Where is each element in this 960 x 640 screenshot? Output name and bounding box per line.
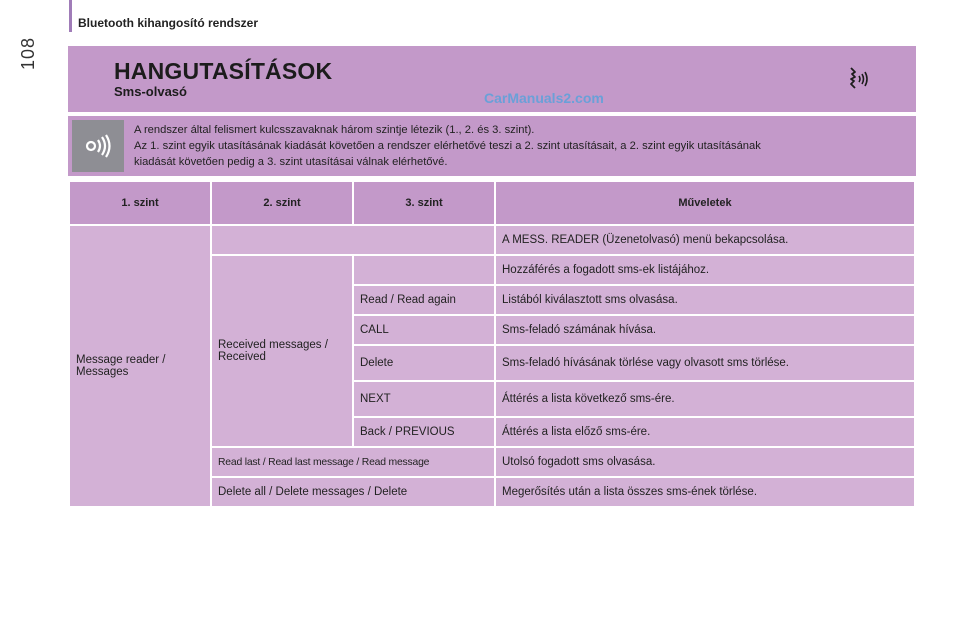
- action-cell: Utolsó fogadott sms olvasása.: [496, 448, 914, 476]
- action-cell: Hozzáférés a fogadott sms-ek listájához.: [496, 256, 914, 284]
- action-cell: Sms-feladó hívásának törlése vagy olvasott sms törlése.: [496, 346, 914, 380]
- info-box: [68, 116, 916, 176]
- level3-cell: NEXT: [354, 382, 494, 416]
- level1-message-reader: Message reader / Messages: [70, 226, 210, 506]
- level3-cell: CALL: [354, 316, 494, 344]
- level3-cell: Read / Read again: [354, 286, 494, 314]
- action-cell: Áttérés a lista következő sms-ére.: [496, 382, 914, 416]
- empty-cell: [354, 256, 494, 284]
- table-row: [70, 226, 914, 254]
- level3-cell: Delete: [354, 346, 494, 380]
- action-cell: Sms-feladó számának hívása.: [496, 316, 914, 344]
- info-line: A rendszer által felismert kulcsszavaknak három szintje létezik (1., 2. és 3. szint).: [134, 124, 535, 136]
- margin-accent-line: [69, 0, 72, 32]
- action-cell: Listából kiválasztott sms olvasása.: [496, 286, 914, 314]
- speaker-icon: [72, 120, 124, 172]
- voice-command-icon: [846, 66, 872, 92]
- info-line: Az 1. szint egyik utasításának kiadását követően a rendszer elérhetővé teszi a 2. szint utasításait, a 2. szint egyik utasításának: [134, 140, 761, 152]
- section-subtitle: Sms-olvasó: [114, 84, 187, 99]
- header-level-2: 2. szint: [212, 182, 352, 224]
- delete-all-cell: Delete all / Delete messages / Delete: [212, 478, 494, 506]
- voice-command-table: [68, 180, 916, 508]
- section-banner: [68, 46, 916, 112]
- header-level-3: 3. szint: [354, 182, 494, 224]
- watermark-text: CarManuals2.com: [484, 90, 604, 106]
- page-header: Bluetooth kihangosító rendszer: [78, 16, 259, 30]
- header-level-1: 1. szint: [70, 182, 210, 224]
- level2-received: Received messages / Received: [212, 256, 352, 446]
- empty-cell: [212, 226, 494, 254]
- read-last-cell: Read last / Read last message / Read message: [212, 448, 494, 476]
- action-cell: A MESS. READER (Üzenetolvasó) menü bekapcsolása.: [496, 226, 914, 254]
- action-cell: Megerősítés után a lista összes sms-ének törlése.: [496, 478, 914, 506]
- info-text: [134, 122, 906, 170]
- section-title: HANGUTASÍTÁSOK: [114, 58, 333, 84]
- header-actions: Műveletek: [496, 182, 914, 224]
- action-cell: Áttérés a lista előző sms-ére.: [496, 418, 914, 446]
- info-line: kiadását követően pedig a 3. szint utasításai válnak elérhetővé.: [134, 156, 448, 168]
- level3-cell: Back / PREVIOUS: [354, 418, 494, 446]
- table-header-row: [70, 182, 914, 224]
- page-number: 108: [18, 36, 38, 70]
